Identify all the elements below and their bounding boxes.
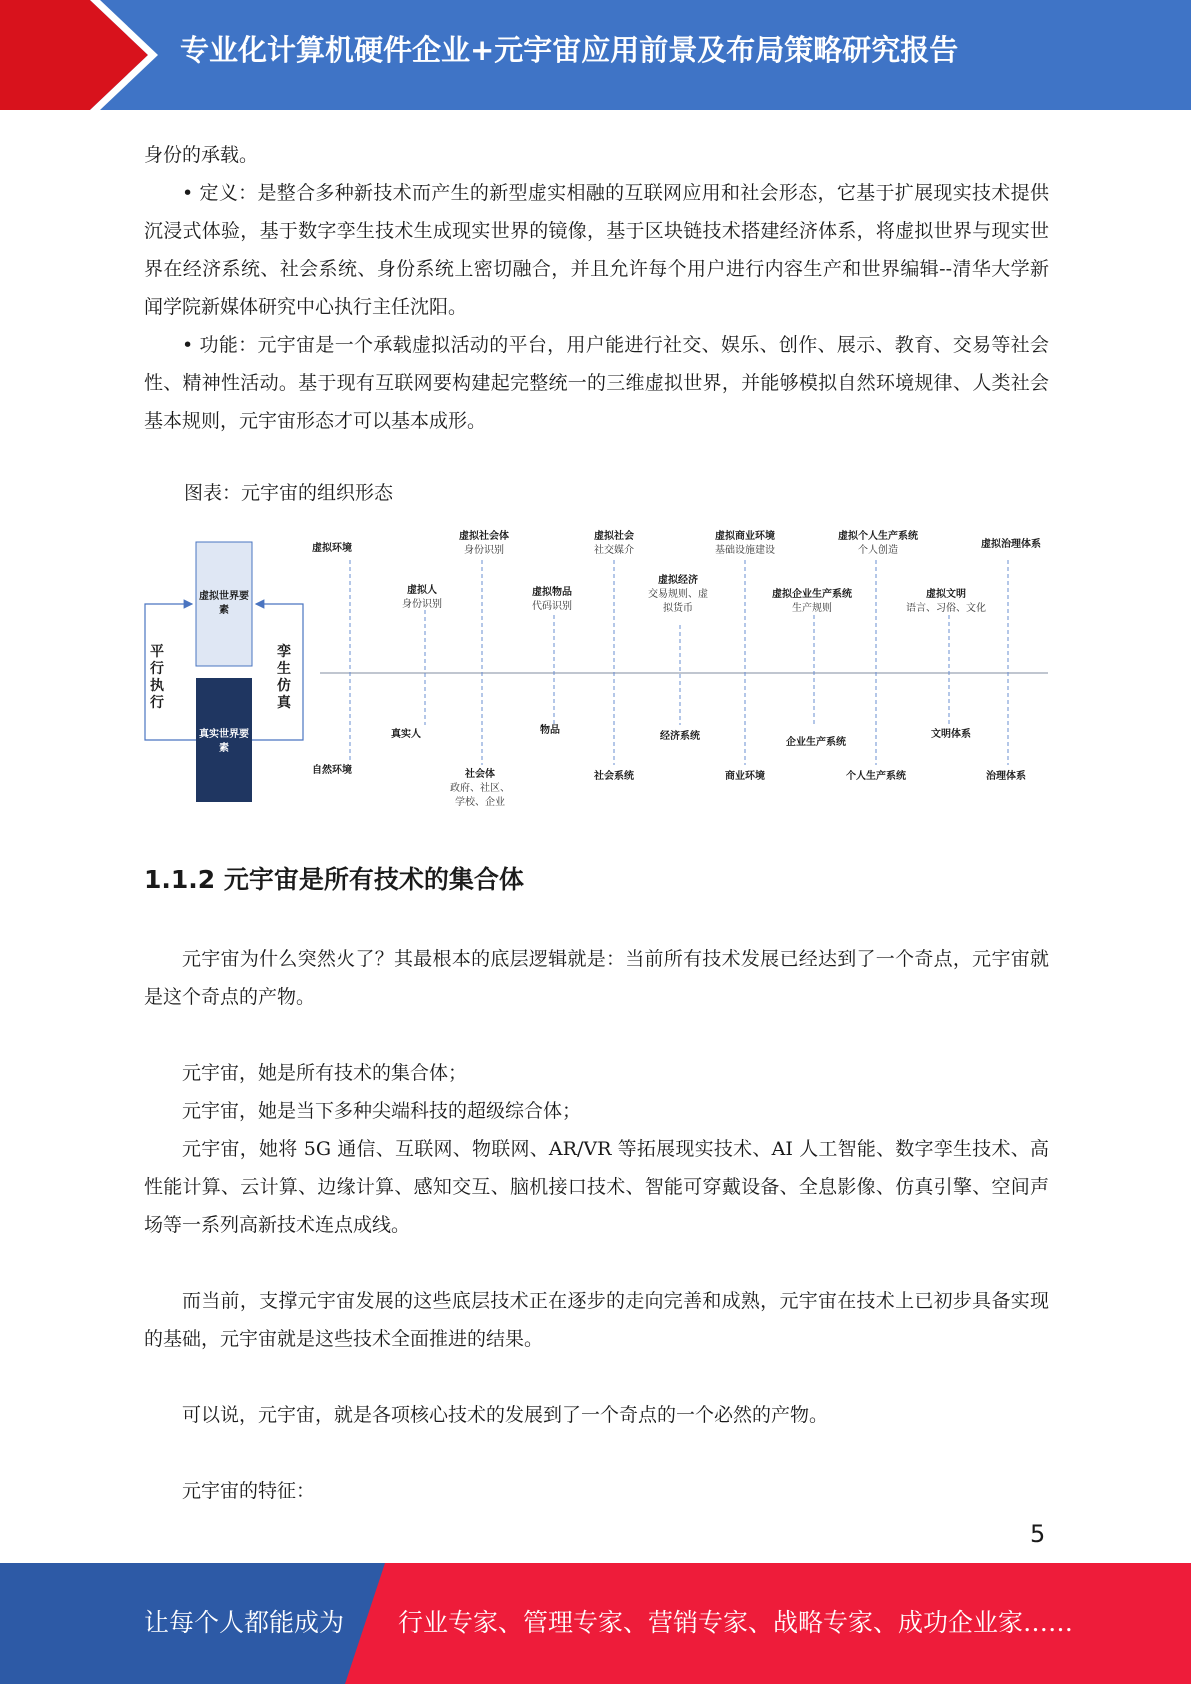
lower-label-real-person: 真实人 xyxy=(391,729,421,740)
top-paragraphs xyxy=(144,136,1049,440)
upper-label-virtual-economy: 虚拟经济 交易规则、虚拟货币 xyxy=(648,575,708,614)
paragraph: 身份的承载。 xyxy=(144,144,259,166)
parallel-execution-label: 平行执行 xyxy=(150,644,164,711)
lower-label-social-body: 社会体 政府、社区、学校、企业 xyxy=(450,769,510,808)
metaverse-organization-diagram xyxy=(140,530,1060,820)
lower-label-natural-environment: 自然环境 xyxy=(312,765,352,776)
footer-slogan-right: 行业专家、管理专家、营销专家、战略专家、成功企业家…… xyxy=(398,1608,1074,1637)
twin-simulation-label: 孪生仿真 xyxy=(277,644,291,711)
virtual-world-label: 虚拟世界要素 xyxy=(199,591,249,616)
upper-label-virtual-enterprise-production: 虚拟企业生产系统 生产规则 xyxy=(772,589,852,614)
upper-label-virtual-business-environment: 虚拟商业环境 基础设施建设 xyxy=(715,531,775,556)
upper-label-virtual-personal-production: 虚拟个人生产系统 个人创造 xyxy=(838,531,918,556)
figure-caption: 图表：元宇宙的组织形态 xyxy=(184,482,394,504)
paragraph: 元宇宙为什么突然火了？其最根本的底层逻辑就是：当前所有技术发展已经达到了一个奇点，元宇宙就是这个奇点的产物。 xyxy=(144,948,1049,1008)
upper-label-virtual-governance: 虚拟治理体系 xyxy=(981,539,1041,550)
section-title: 1.1.2 元宇宙是所有技术的集合体 xyxy=(144,865,524,894)
paragraph: 元宇宙，她是所有技术的集合体； xyxy=(182,1062,468,1084)
upper-label-virtual-civilization: 虚拟文明 语言、习俗、文化 xyxy=(906,589,986,614)
paragraph: 元宇宙，她将 5G 通信、互联网、物联网、AR/VR 等拓展现实技术、AI 人工智能、数字孪生技术、高性能计算、云计算、边缘计算、感知交互、脑机接口技术、智能可穿戴设备、全息影像、仿真引擎、空间声场等一系列高新技术连点成线。 xyxy=(144,1138,1049,1236)
lower-label-enterprise-production: 企业生产系统 xyxy=(786,737,846,748)
lower-label-personal-production: 个人生产系统 xyxy=(846,771,906,782)
lower-label-social-system: 社会系统 xyxy=(594,771,634,782)
lower-label-economic-system: 经济系统 xyxy=(660,731,700,742)
lower-label-business-environment: 商业环境 xyxy=(725,771,765,782)
lower-label-civilization: 文明体系 xyxy=(931,729,971,740)
body-paragraphs xyxy=(144,940,1049,1510)
page-number: 5 xyxy=(1030,1520,1046,1548)
real-world-label: 真实世界要素 xyxy=(199,729,249,754)
upper-label-virtual-society: 虚拟社会 社交媒介 xyxy=(594,531,634,556)
page-header xyxy=(0,0,1191,110)
paragraph: 而当前，支撑元宇宙发展的这些底层技术正在逐步的走向完善和成熟，元宇宙在技术上已初步具备实现的基础，元宇宙就是这些技术全面推进的结果。 xyxy=(144,1290,1049,1350)
paragraph-definition: • 定义：是整合多种新技术而产生的新型虚实相融的互联网应用和社会形态，它基于扩展现实技术提供沉浸式体验，基于数字孪生技术生成现实世界的镜像，基于区块链技术搭建经济体系，将虚拟世界与现实世界在经济系统、社会系统、身份系统上密切融合，并且允许每个用户进行内容生产和世界编辑--清华大学新闻学院新媒体研究中心执行主任沈阳。 xyxy=(144,182,1049,318)
upper-label-virtual-person: 虚拟人 身份识别 xyxy=(402,585,442,610)
upper-label-virtual-social-body: 虚拟社会体 身份识别 xyxy=(459,531,509,556)
lower-label-item: 物品 xyxy=(540,725,560,736)
paragraph-function: • 功能：元宇宙是一个承载虚拟活动的平台，用户能进行社交、娱乐、创作、展示、教育、交易等社会性、精神性活动。基于现有互联网要构建起完整统一的三维虚拟世界，并能够模拟自然环境规律、人类社会基本规则，元宇宙形态才可以基本成形。 xyxy=(144,334,1049,432)
paragraph: 可以说，元宇宙，就是各项核心技术的发展到了一个奇点的一个必然的产物。 xyxy=(182,1404,829,1426)
page-footer xyxy=(0,1563,1191,1684)
paragraph: 元宇宙的特征： xyxy=(182,1480,316,1502)
upper-label-virtual-environment: 虚拟环境 xyxy=(312,543,352,554)
paragraph: 元宇宙，她是当下多种尖端科技的超级综合体； xyxy=(182,1100,582,1122)
footer-slogan-left: 让每个人都能成为 xyxy=(144,1608,345,1637)
upper-label-virtual-item: 虚拟物品 代码识别 xyxy=(532,587,572,612)
header-title: 专业化计算机硬件企业+元宇宙应用前景及布局策略研究报告 xyxy=(180,33,959,67)
lower-label-governance: 治理体系 xyxy=(986,771,1026,782)
